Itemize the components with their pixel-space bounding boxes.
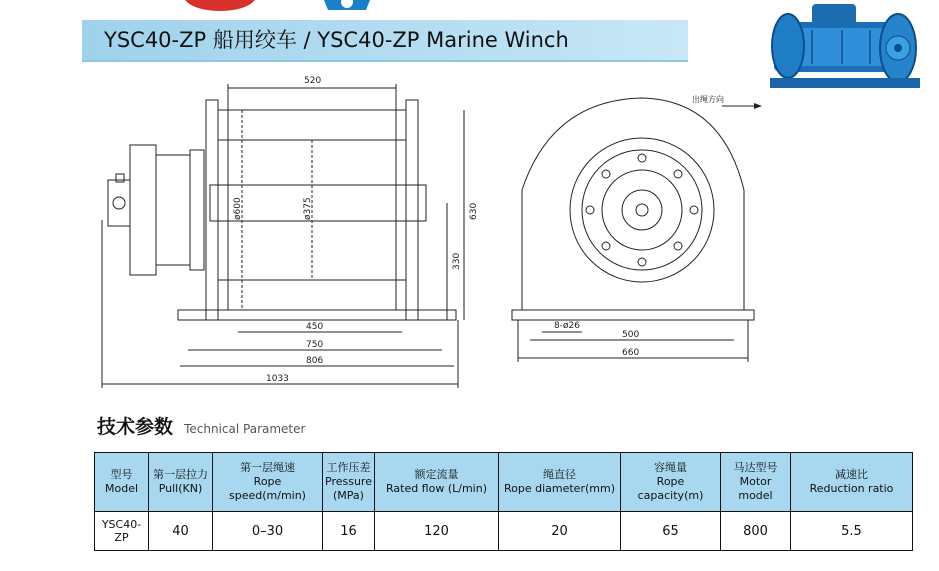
header-motor-model: 马达型号 Motor model (721, 453, 791, 512)
right-frame (406, 100, 418, 320)
dim-height: 630 (469, 202, 479, 220)
table-header-row (95, 453, 913, 512)
dim-axis-height: 330 (452, 252, 462, 270)
cell-pull: 40 (149, 512, 213, 551)
header-rated-flow: 额定流量 Rated flow (L/min) (375, 453, 499, 512)
header-rope-capacity: 容绳量 Rope capacity(m) (621, 453, 721, 512)
left-frame (206, 100, 218, 320)
dim-base-750: 750 (306, 340, 324, 350)
rope-direction-label: 出绳方向 (692, 95, 724, 104)
header-rope-diameter: 绳直径 Rope diameter(mm) (499, 453, 621, 512)
company-logo (88, 0, 378, 14)
cell-rope-capacity: 65 (621, 512, 721, 551)
cell-pressure: 16 (323, 512, 375, 551)
section-title (97, 412, 305, 439)
parameter-table (94, 452, 913, 551)
title-banner (82, 20, 688, 62)
header-rope-speed: 第一层绳速 Rope speed(m/min) (213, 453, 323, 512)
motor-housing (130, 145, 156, 275)
base-plate (178, 310, 456, 320)
header-pull: 第一层拉力 Pull(KN) (149, 453, 213, 512)
section-title-en: Technical Parameter (184, 422, 306, 436)
dim-top: 520 (304, 76, 322, 86)
dim-inner-dia: ø375 (303, 197, 313, 220)
cell-rated-flow: 120 (375, 512, 499, 551)
cell-model: YSC40-ZP (95, 512, 149, 551)
table-row (95, 512, 913, 551)
cell-rope-speed: 0–30 (213, 512, 323, 551)
dim-base-806: 806 (306, 356, 324, 366)
header-reduction-ratio: 减速比 Reduction ratio (791, 453, 913, 512)
cell-motor-model: 800 (721, 512, 791, 551)
technical-drawing (82, 70, 782, 400)
header-model: 型号 Model (95, 453, 149, 512)
end-view-outline (522, 98, 744, 310)
dim-drum-dia: ø600 (233, 197, 243, 220)
dim-660: 660 (622, 348, 640, 358)
dim-holes: 8-ø26 (554, 321, 580, 331)
dim-500: 500 (622, 330, 640, 340)
page-title: YSC40-ZP 船用绞车 / YSC40-ZP Marine Winch (104, 28, 569, 52)
cell-rope-diameter: 20 (499, 512, 621, 551)
cell-reduction-ratio: 5.5 (791, 512, 913, 551)
dim-total: 1033 (266, 374, 289, 384)
section-title-zh: 技术参数 (97, 416, 174, 438)
dim-base-450: 450 (306, 322, 324, 332)
header-pressure: 工作压差 Pressure (MPa) (323, 453, 375, 512)
